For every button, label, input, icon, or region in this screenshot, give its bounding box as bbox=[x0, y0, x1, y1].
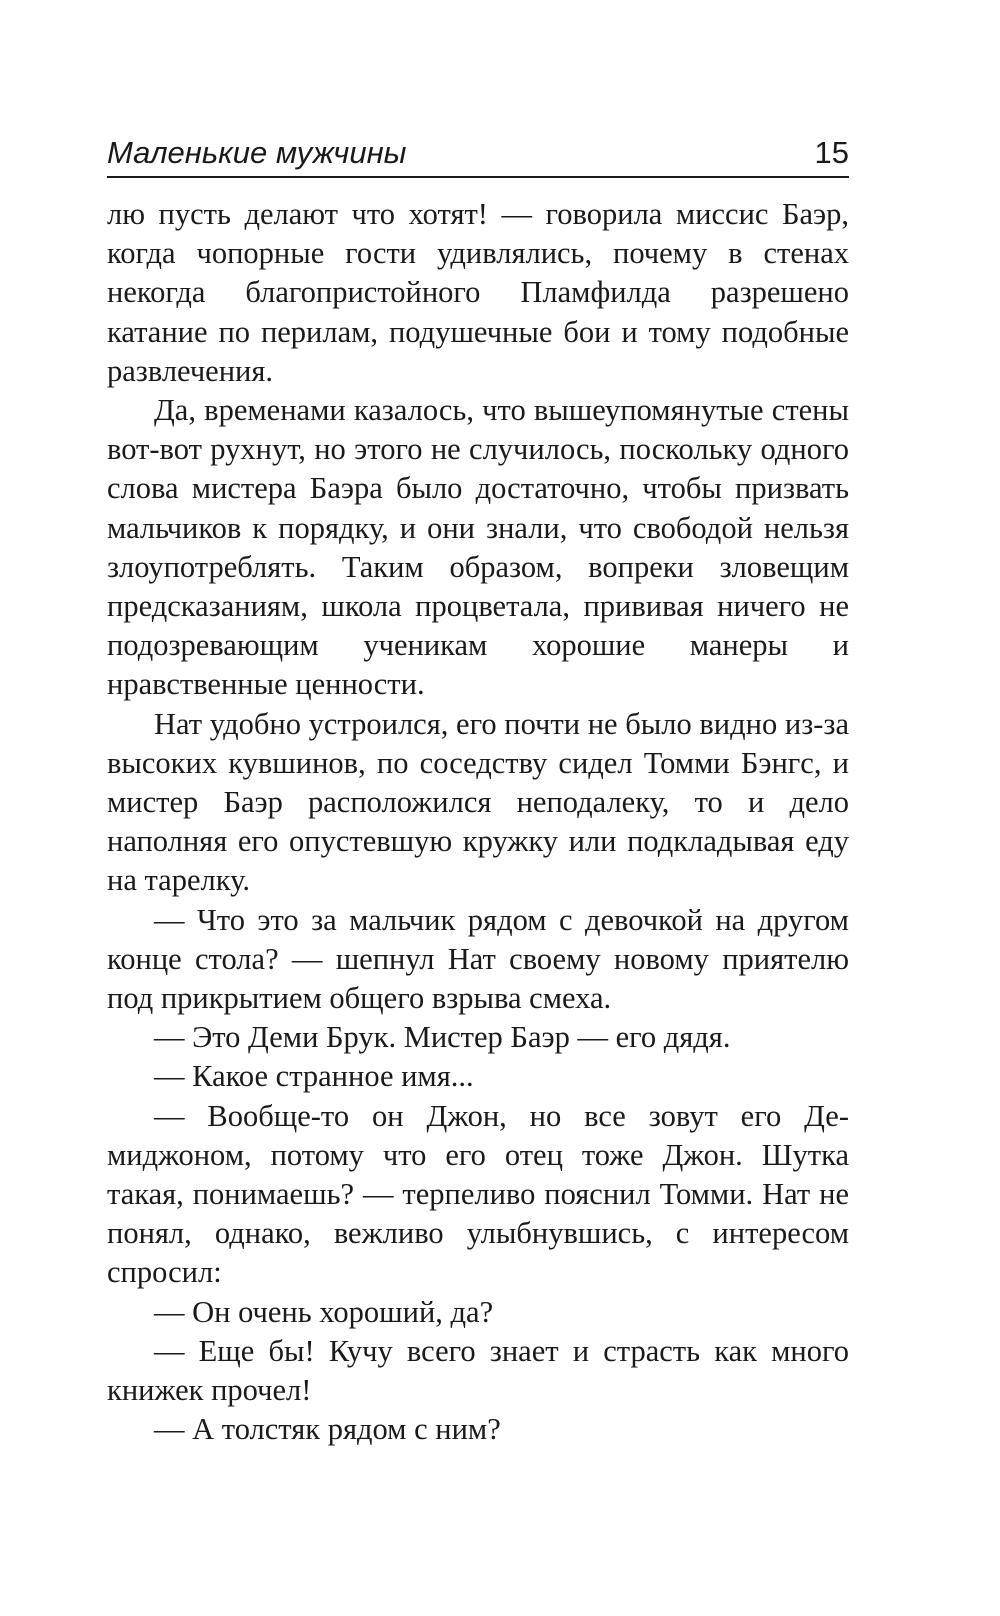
dialogue-line: — Что это за мальчик рядом с девочкой на другом конце стола? — шепнул Нат своему новому приятелю под прикрытием общего взрыва смеха. bbox=[107, 902, 849, 1016]
paragraph: лю пусть делают что хотят! — говорила миссис Баэр, когда чопорные гости удивлялись, почему в стенах некогда благопристойного Пламфилда разрешено катание по перилам, подушечные бои и тому подобные развлечения. bbox=[107, 197, 849, 388]
dialogue-line: — А толстяк рядом с ним? bbox=[154, 1412, 501, 1447]
dialogue-line: — Это Деми Брук. Мистер Баэр — его дядя. bbox=[154, 1020, 731, 1055]
dialogue-line: — Он очень хороший, да? bbox=[154, 1294, 494, 1329]
page-number: 15 bbox=[814, 135, 849, 170]
body-text bbox=[107, 195, 849, 1450]
running-title: Маленькие мужчины bbox=[107, 135, 407, 170]
running-head bbox=[107, 134, 849, 178]
paragraph: Нат удобно устроился, его почти не было видно из-за высоких кувшинов, по соседству сидел Томми Бэнгс, и мистер Баэр расположился неподалеку, то и дело наполняя его опустевшую кружку или подкладывая еду на тарелку. bbox=[107, 706, 849, 898]
dialogue-line: — Какое странное имя... bbox=[154, 1059, 474, 1094]
paragraph: Да, временами казалось, что вышеупомянутые стены вот-вот рухнут, но этого не случилось, поскольку одного слова мистера Баэра было достаточно, чтобы призвать мальчиков к порядку, и они знали, что свободой нельзя злоупотреблять. Таким образом, вопреки зловещим предсказаниям, школа процветала, прививая ничего не подозревающим ученикам хорошие манеры и нравственные ценности. bbox=[107, 393, 849, 702]
book-page bbox=[107, 134, 849, 1450]
dialogue-line: — Еще бы! Кучу всего знает и страсть как много книжек прочел! bbox=[107, 1333, 849, 1408]
dialogue-line: — Вообще-то он Джон, но все зовут его Демиджоном, потому что его отец тоже Джон. Шутка такая, понимаешь? — терпеливо пояснил Томми. Нат не понял, однако, вежливо улыбнувшись, с интересом спросил: bbox=[107, 1098, 849, 1290]
